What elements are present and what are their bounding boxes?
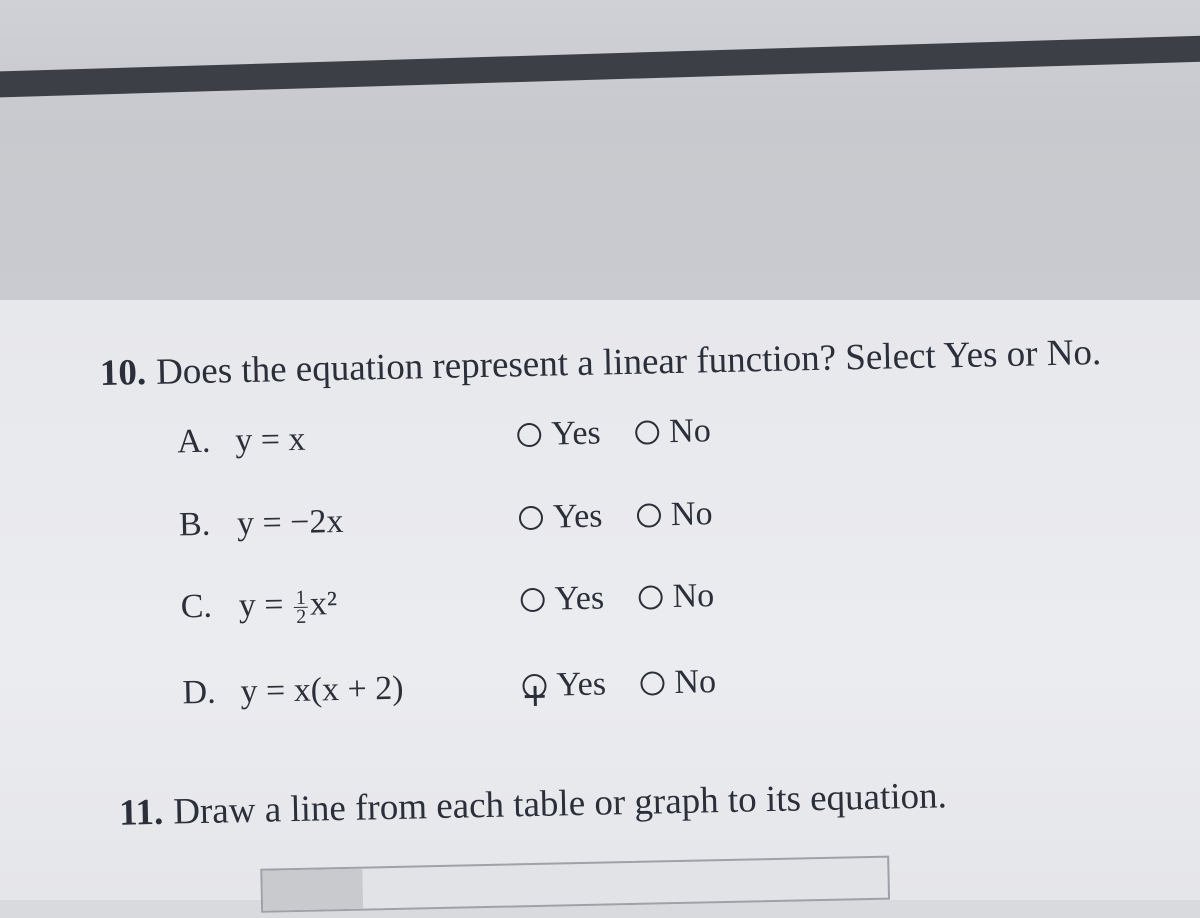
item-row-b [179, 493, 820, 556]
radio-circle-icon[interactable] [638, 585, 662, 609]
radio-circle-icon[interactable] [520, 588, 544, 612]
no-option-a[interactable] [635, 412, 711, 452]
yes-option-d[interactable] [522, 665, 606, 705]
radio-circle-icon[interactable] [519, 506, 543, 530]
yes-option-b[interactable] [519, 498, 603, 538]
item-row-d [182, 661, 823, 724]
equation-suffix: x² [309, 585, 338, 623]
item-letter-b: B. [178, 505, 211, 544]
radio-circle-icon[interactable] [640, 671, 664, 695]
question-11-number: 11. [118, 791, 164, 834]
item-options-b [519, 495, 739, 538]
item-letter-a: A. [176, 422, 211, 461]
yes-label: Yes [552, 497, 603, 536]
question-10-number: 10. [99, 352, 147, 394]
radio-circle-icon[interactable] [637, 503, 661, 527]
fraction-denominator: 2 [295, 605, 307, 628]
no-option-d[interactable] [640, 663, 716, 703]
no-label: No [672, 577, 715, 616]
no-label: No [670, 495, 713, 534]
item-options-d [522, 663, 742, 706]
question-10-prompt: Does the equation represent a linear function? Select Yes or No. [155, 332, 1102, 393]
item-letter-c: C. [180, 587, 213, 626]
fraction-numerator: 1 [295, 586, 307, 609]
matching-table-cell [262, 869, 363, 911]
item-equation-c [238, 585, 337, 627]
radio-circle-icon[interactable] [635, 420, 659, 444]
radio-circle-icon[interactable] [517, 423, 541, 447]
yes-label: Yes [550, 414, 602, 453]
radio-marked-icon[interactable] [522, 674, 546, 698]
yes-label: Yes [554, 579, 605, 618]
item-row-c [180, 575, 821, 638]
question-11-prompt: Draw a line from each table or graph to its equation. [172, 775, 948, 833]
item-equation-d: y = x(x + 2) [240, 669, 404, 711]
item-options-a [517, 412, 737, 455]
item-equation-b: y = −2x [236, 502, 344, 543]
item-row-a [177, 410, 818, 473]
no-option-b[interactable] [637, 495, 713, 535]
item-options-c [520, 577, 740, 620]
yes-option-a[interactable] [517, 415, 601, 455]
equation-prefix: y = [238, 586, 284, 625]
no-label: No [668, 412, 712, 451]
yes-option-c[interactable] [520, 579, 604, 619]
item-equation-a: y = x [234, 420, 306, 460]
fraction [294, 586, 309, 628]
item-letter-d: D. [182, 673, 217, 712]
question-11-title [119, 774, 948, 834]
question-10-title [99, 331, 1101, 395]
yes-label: Yes [556, 665, 607, 704]
no-option-c[interactable] [638, 577, 714, 617]
no-label: No [674, 663, 717, 702]
